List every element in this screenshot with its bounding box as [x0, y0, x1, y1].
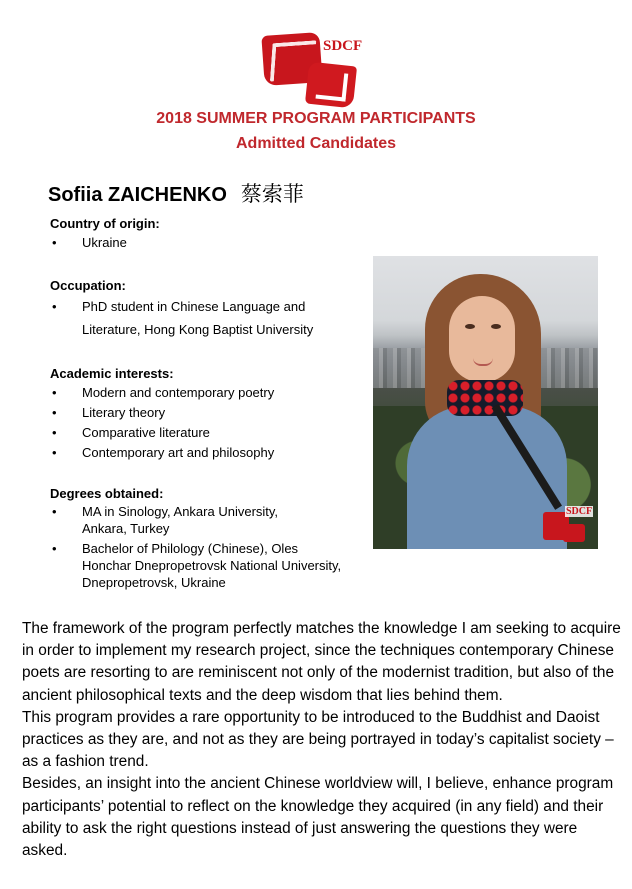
status-subtitle: Admitted Candidates — [235, 135, 396, 152]
occupation-section — [50, 278, 350, 341]
list-item: • Ukraine — [50, 233, 350, 253]
list-item: • Literary theory — [50, 403, 350, 423]
participant-name: Sofiia ZAICHENKO — [48, 184, 227, 206]
degrees-list — [50, 503, 350, 591]
watermark-text: SDCF — [566, 506, 593, 517]
eye-shape — [491, 324, 501, 329]
list-item: • Contemporary art and philosophy — [50, 443, 350, 463]
interests-label: Academic interests: — [50, 366, 174, 381]
eye-shape — [465, 324, 475, 329]
list-item: • Bachelor of Philology (Chinese), Oles Honchar Dnepropetrovsk National University, Dnepropetrovsk, Ukraine — [50, 540, 350, 591]
participant-name-line — [48, 178, 304, 208]
statement-paragraph: This program provides a rare opportunity to be introduced to the Buddhist and Daoist practices as they are, and not as they are being portrayed in today’s capitalist society – as a fashion trend. — [22, 708, 614, 771]
participant-chinese-name: 蔡索菲 — [240, 182, 304, 206]
country-label: Country of origin: — [50, 216, 160, 231]
scarf-shape — [447, 380, 523, 416]
statement-paragraph: Besides, an insight into the ancient Chinese worldview will, I believe, enhance program participants’ potential to reflect on the knowledge they acquired (in any field) and their ability to ask the right questions instead of just answering the questions they were asked. — [22, 775, 614, 860]
occupation-list — [50, 295, 350, 341]
statement-paragraph: The framework of the program perfectly matches the knowledge I am seeking to acquire in order to implement my research project, since the techniques contemporary Chinese poets are resorting to are reminiscent not only of the modernist tradition, but also of the ancient philosophical texts and the deep wisdom that lies behind them. — [22, 620, 621, 704]
occupation-label: Occupation: — [50, 278, 126, 293]
logo-stamp-xue — [305, 62, 357, 109]
degrees-label: Degrees obtained: — [50, 486, 164, 501]
degrees-section — [50, 486, 350, 594]
country-section — [50, 216, 350, 253]
statement-text — [22, 618, 622, 862]
list-item: • Modern and contemporary poetry — [50, 383, 350, 403]
list-item: • PhD student in Chinese Language and Literature, Hong Kong Baptist University — [50, 295, 350, 341]
face-shape — [449, 296, 515, 382]
list-item: • Comparative literature — [50, 423, 350, 443]
watermark-stamp — [563, 524, 585, 542]
list-item: • MA in Sinology, Ankara University, Ankara, Turkey — [50, 503, 318, 537]
program-title: 2018 SUMMER PROGRAM PARTICIPANTS — [156, 110, 476, 127]
interests-list — [50, 383, 350, 463]
logo-brand-text: SDCF — [323, 38, 363, 54]
country-list — [50, 233, 350, 253]
sdcf-logo — [263, 30, 373, 108]
portrait-photo — [373, 256, 598, 549]
photo-watermark — [543, 504, 593, 544]
interests-section — [50, 366, 350, 463]
